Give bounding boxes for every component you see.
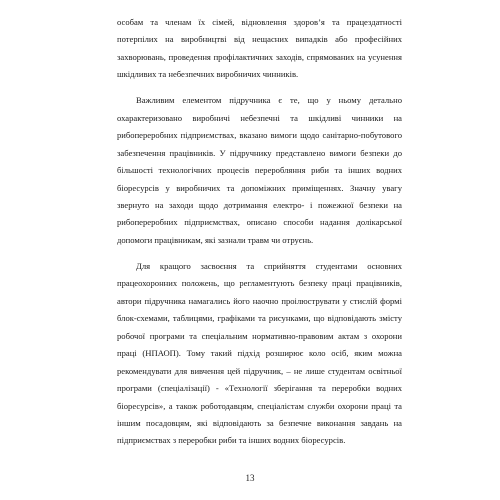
page-number: 13 xyxy=(245,473,255,483)
body-text xyxy=(117,14,402,458)
paragraph-continuation: особам та членам їх сімей, відновлення здоров’я та працездатності потерпілих на виробництві від нещасних випадків або професійних захворювань, проведення профілактичних заходів, спрямованих на усунення шкідливих та небезпечних виробничих чинників. xyxy=(117,17,402,80)
paragraph-textbook-elements: Важливим елементом підручника є те, що у ньому детально охарактеризовано виробничі небезпечні та шкідливі чинники на рибопереробних підприємствах, вказано вимоги щодо санітарно-побутового забезпечення працівників. У підручнику представлено вимоги безпеки до більшості технологічних процесів переробляння риби та інших водних біоресурсів у виробничих та допоміжних приміщеннях. Значну увагу звернуто на заходи щодо дотримання електро- і пожежної безпеки на рибопереробних підприємствах, описано способи надання долікарської допомоги працівникам, які зазнали травм чи отруєнь. xyxy=(117,95,402,245)
paragraph-illustrations: Для кращого засвоєння та сприйняття студентами основних працеохоронних положень, що регламентують безпеку праці працівників, автори підручника намагались його наочно проілюструвати у стислій формі блок-схемами, таблицями, графіками та рисунками, що відповідають змісту робочої програми та спеціальним нормативно-правовим актам з охорони праці (НПАОП). Тому такий підхід розширює коло осіб, яким можна рекомендувати для вивчення цей підручник, – не лише студентам освітньої програми (спеціалізації) - «Технології зберігання та переробки водних біоресурсів», а також роботодавцям, спеціалістам служби охорони праці та іншим посадовцям, які відповідають за безпечне виконання завдань на підприємствах з переробки риби та інших водних біоресурсів. xyxy=(117,260,402,446)
